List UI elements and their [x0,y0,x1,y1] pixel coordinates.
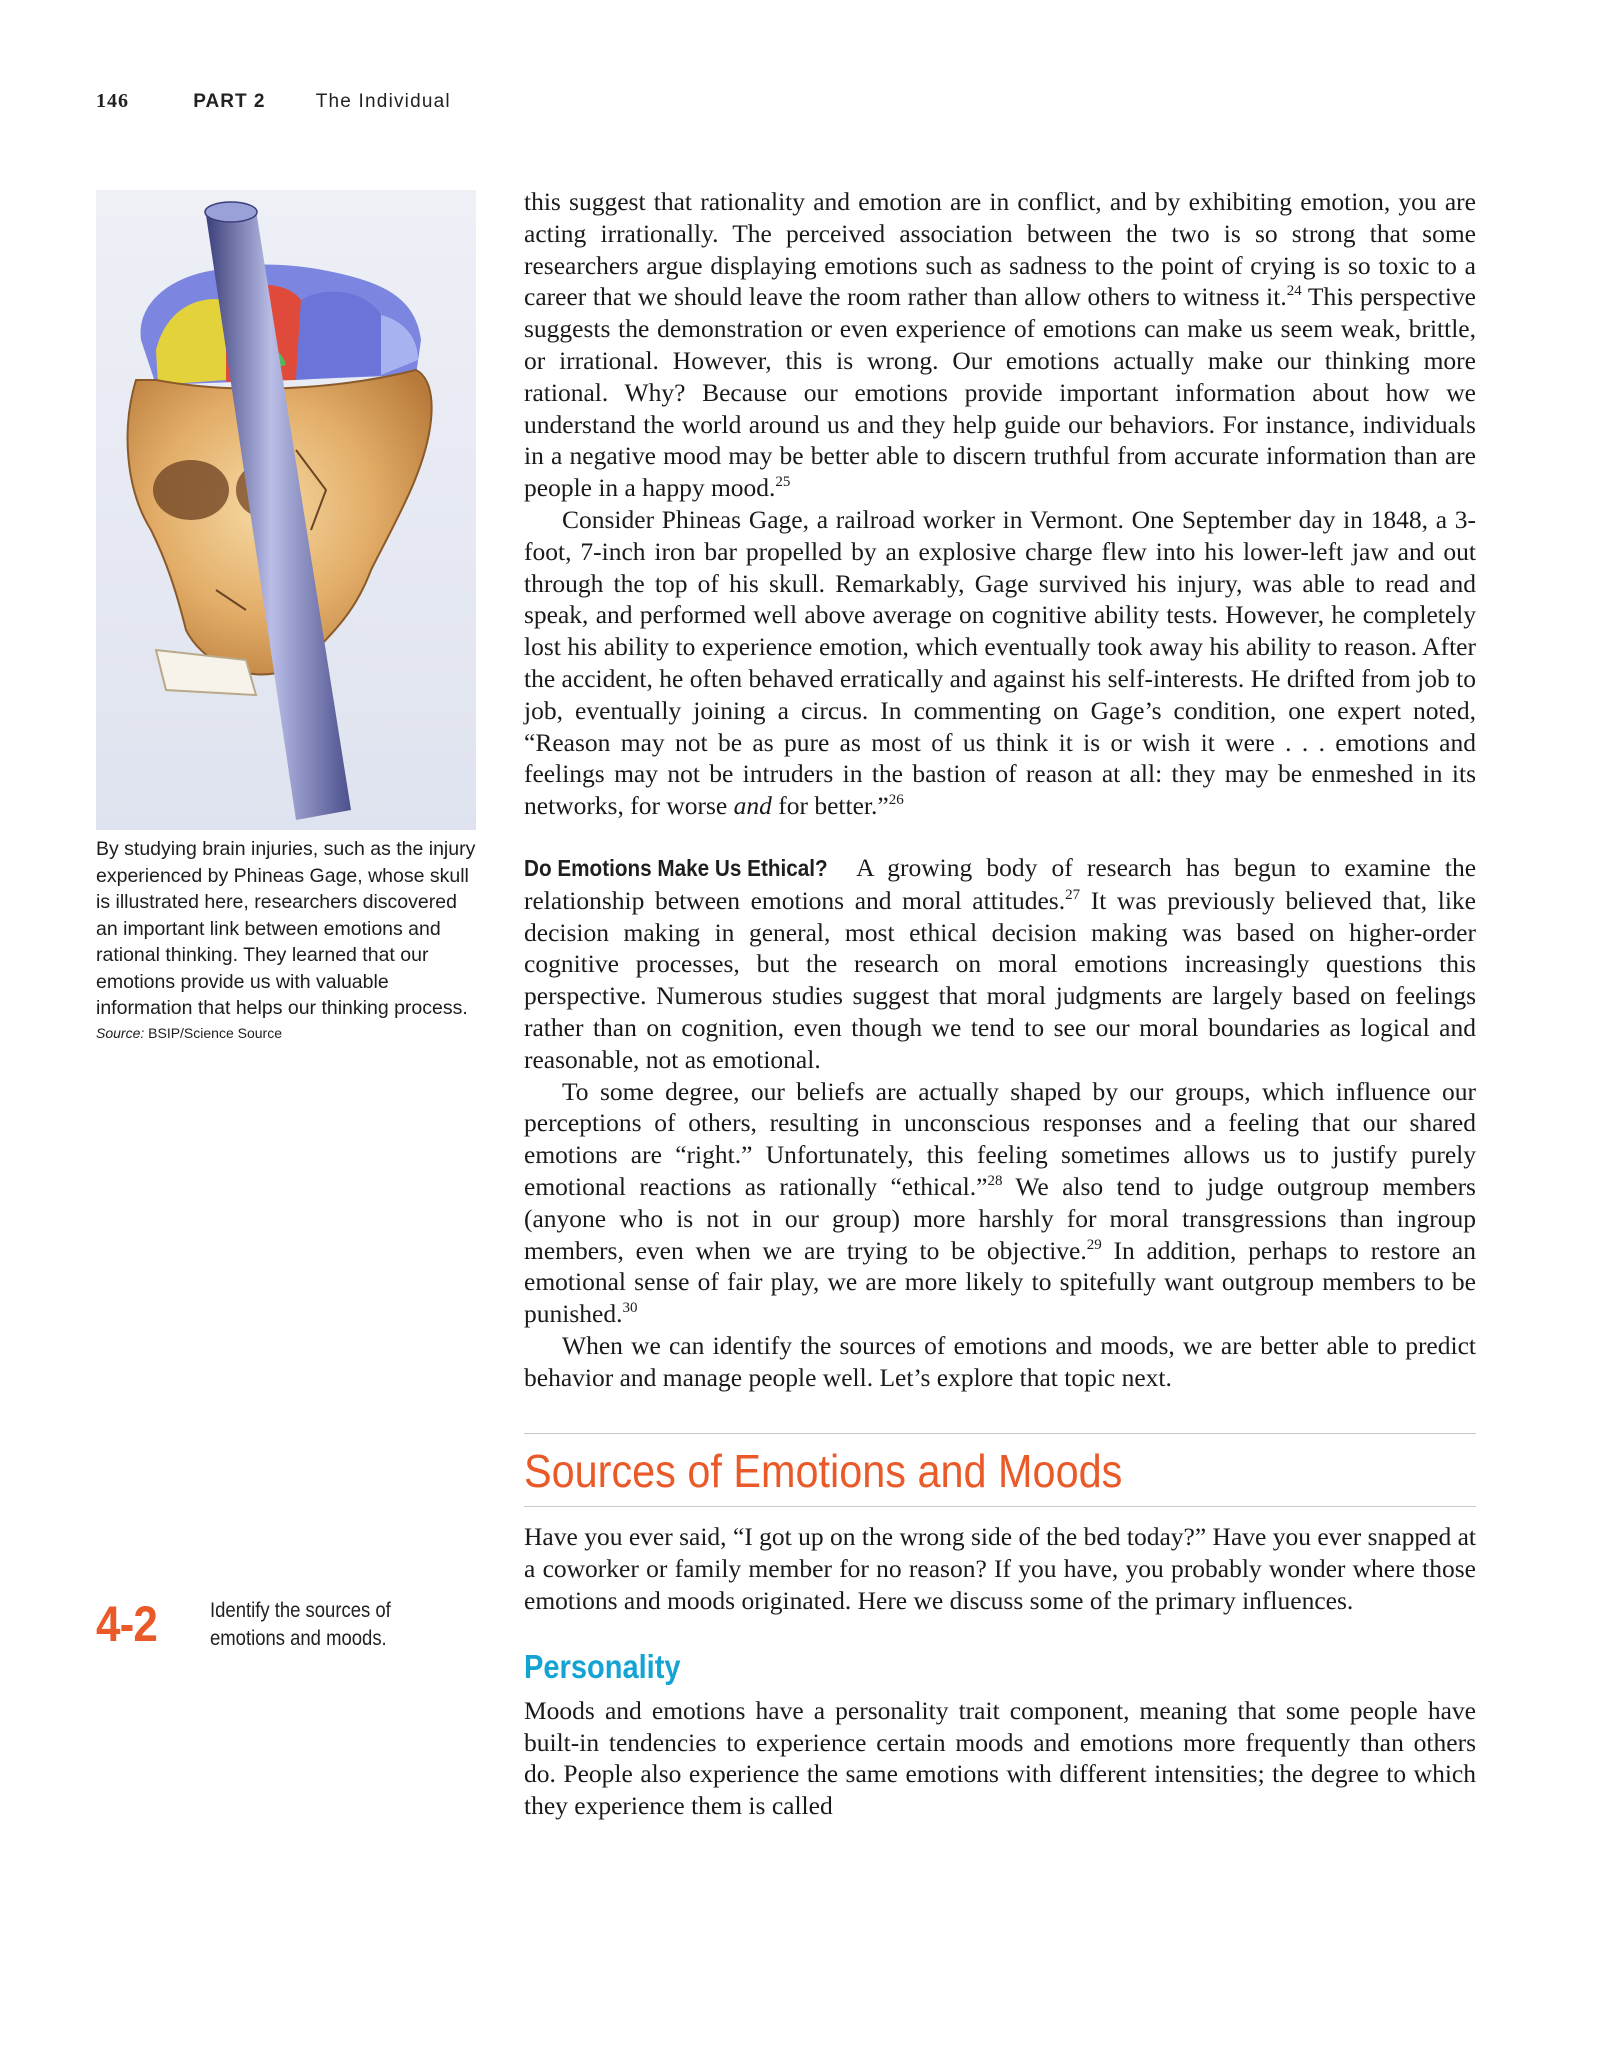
running-head [96,90,451,113]
caption-source [96,1023,476,1043]
paragraph-transition: When we can identify the sources of emotions and moods, we are better able to predict behavior and manage people well. Let’s explore that topic next. [524,1330,1476,1392]
footnote-28: 28 [987,1172,1003,1189]
paragraph-phineas-gage: Consider Phineas Gage, a railroad worker in Vermont. One September day in 1848, a 3-foot, 7-inch iron bar propelled by an explosive charge flew into his lower-left jaw and out through the top of his skull. Remarkably, Gage survived his injury, was able to read and speak, and performed well above average on cognitive ability tests. However, he completely lost his ability to experience emotion, which eventually took away his ability to reason. After the accident, he often behaved erratically and against his self-interests. He drifted from job to job, eventually joining a circus. In commenting on Gage’s condition, one expert noted, “Reason may not be as pure as most of us think it is or wish it were . . . emotions and feelings may not be intruders in the bastion of reason at all: they may be enmeshed in its networks, for worse and for better.”$^{26}$ [524,504,1476,821]
section-heading: Sources of Emotions and Moods [524,1445,1123,1498]
footnote-29: 29 [1086,1236,1102,1253]
source-text: BSIP/Science Source [148,1024,282,1041]
footnote-24: 24 [1286,283,1302,300]
paragraph-ethics: Do Emotions Make Us Ethical? A growing body of research has begun to examine the relationship between emotions and moral attitudes.$^{27}$ It was previously believed that, like decision making in general, most ethical decision making was based on higher-order cognitive processes, but the research on moral emotions increasingly questions this perspective. Numerous studies suggest that moral judgments are largely based on feelings rather than on cognition, even though we tend to see our moral boundaries as logical and reasonable, not as emotional. [524,852,1477,1074]
paragraph-groups: To some degree, our beliefs are actually shaped by our groups, which influence our perceptions of others, resulting in unconscious responses and a feeling that our shared emotions are “right.” Unfortunately, this feeling sometimes allows us to justify purely emotional reactions as rationally “ethical.”$^{28}$ We also tend to judge outgroup members (anyone who is not in our group) more harshly for moral transgressions than ingroup members, even when we are trying to be objective.$^{29}$ In addition, perhaps to restore an emotional sense of fair play, we are more likely to spitefully want outgroup members to be punished.$^{30}$ [524,1076,1476,1329]
objective-number: 4-2 [96,1596,157,1652]
source-label: Source: [96,1024,145,1041]
section-rule-top [524,1433,1476,1434]
main-column [524,186,1476,1822]
section-rule-bottom [524,1506,1476,1507]
objective-line-1: Identify the sources of [210,1599,391,1622]
part-title: The Individual [315,91,451,112]
objective-text [210,1597,421,1653]
ethics-heading: Do Emotions Make Us Ethical? [524,854,828,881]
eye-socket [153,460,229,520]
footnote-26: 26 [888,792,904,809]
footnote-30: 30 [622,1300,638,1317]
paragraph-rationality: this suggest that rationality and emotion are in conflict, and by exhibiting emotion, you are acting irrationally. The perceived association between the two is so strong that some researchers argue displaying emotions such as sadness to the point of crying is so toxic to a career that we should leave the room rather than allow others to witness it.$^{24}$ This perspective suggests the demonstration or even experience of emotions can make us seem weak, brittle, or irrational. However, this is wrong. Our emotions actually make our thinking more rational. Why? Because our emotions provide important information about how we understand the world around us and they help guide our behaviors. For instance, individuals in a negative mood may be better able to discern truthful from accurate information than are people in a happy mood.$^{25}$ [524,187,1476,503]
part-label: PART 2 [193,91,266,112]
page-number: 146 [96,90,129,112]
subsection-heading: Personality [524,1647,681,1685]
paragraph-wrong-side-of-bed: Have you ever said, “I got up on the wrong side of the bed today?” Have you ever snapped at a coworker or family member for no reason? If you have, you probably wonder where those emotions and moods originated. Here we discuss some of the primary influences. [524,1522,1476,1616]
skull-illustration [96,190,476,830]
figure-caption [96,836,476,1043]
objective-line-2: emotions and moods. [210,1627,387,1650]
footnote-27: 27 [1065,886,1081,903]
footnote-25: 25 [775,474,791,491]
caption-text: By studying brain injuries, such as the injury experienced by Phineas Gage, whose skull is illustrated here, researchers discovered an important link between emotions and rational thinking. They learned that our emotions provide us with valuable information that helps our thinking process. [96,838,476,1019]
paragraph-personality: Moods and emotions have a personality trait component, meaning that some people have built-in tendencies to experience certain moods and emotions more frequently than others do. People also experience the same emotions with different intensities; the degree to which they experience them is called [524,1695,1476,1821]
